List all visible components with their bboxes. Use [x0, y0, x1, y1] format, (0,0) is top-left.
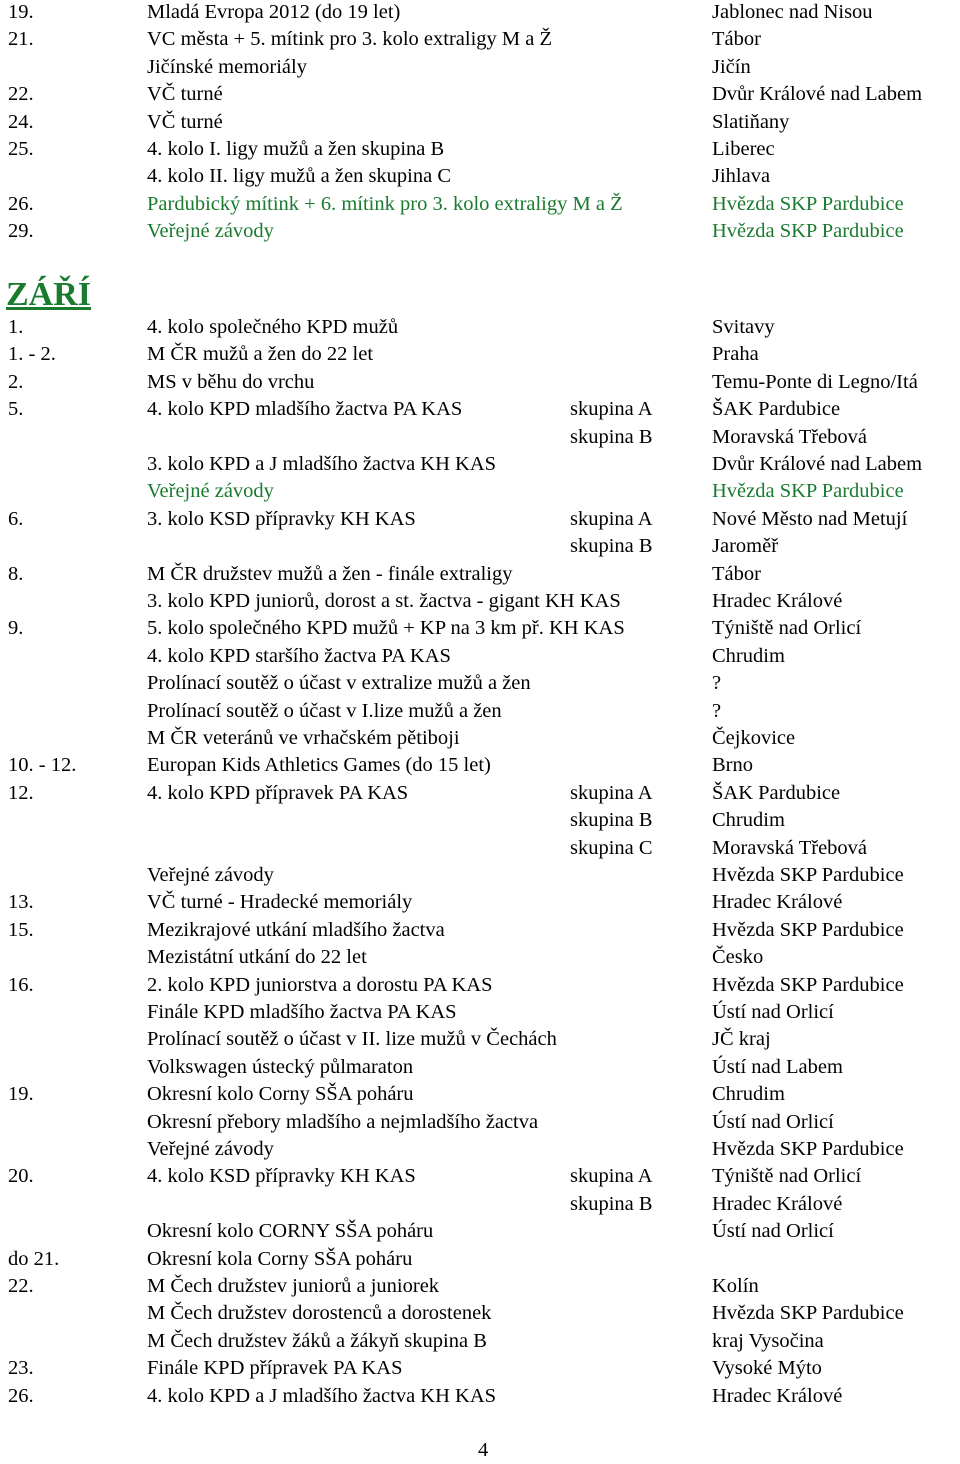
event-place: Slatiňany [712, 110, 790, 133]
event-place: Vysoké Mýto [712, 1357, 822, 1380]
event-place: Chrudim [712, 1083, 785, 1106]
event-name: Jičínské memoriály [147, 55, 307, 78]
event-name: M ČR družstev mužů a žen - finále extraligy [147, 562, 513, 585]
event-place: Jablonec nad Nisou [712, 1, 873, 23]
schedule-row [0, 944, 960, 971]
event-name: VČ turné - Hradecké memoriály [147, 891, 413, 914]
event-date: 23. [8, 1357, 34, 1380]
event-place: Moravská Třebová [712, 425, 868, 448]
event-date: 29. [8, 220, 34, 243]
schedule-row [0, 835, 960, 862]
event-place: Brno [712, 754, 753, 777]
schedule-row [0, 0, 960, 26]
event-name: Veřejné závody [147, 864, 274, 886]
event-name: Finále KPD mladšího žactva PA KAS [147, 1001, 457, 1023]
event-name: M ČR mužů a žen do 22 let [147, 343, 374, 366]
event-name: Okresní kolo Corny SŠA poháru [147, 1083, 414, 1106]
event-place: Tábor [712, 28, 761, 51]
event-place: Ústí nad Orlicí [712, 1110, 834, 1133]
event-date: 22. [8, 1275, 34, 1297]
event-place: Nové Město nad Metují [712, 507, 908, 530]
event-place: Hvězda SKP Pardubice [712, 864, 904, 886]
event-group: skupina A [570, 398, 653, 421]
event-name: M Čech družstev dorostenců a dorostenek [147, 1302, 492, 1325]
event-date: 9. [8, 617, 24, 640]
event-name: 3. kolo KPD a J mladšího žactva KH KAS [147, 453, 497, 475]
event-place: Týniště nad Orlicí [712, 1165, 862, 1188]
schedule-row [0, 369, 960, 396]
schedule-row [0, 424, 960, 451]
event-date: 16. [8, 973, 34, 996]
schedule-row [0, 533, 960, 560]
event-name: MS v běhu do vrchu [147, 370, 315, 393]
event-date: 20. [8, 1165, 34, 1188]
event-place: Hvězda SKP Pardubice [712, 1138, 904, 1160]
event-place: Praha [712, 343, 759, 366]
event-place: ŠAK Pardubice [712, 398, 841, 421]
event-place: Týniště nad Orlicí [712, 617, 862, 640]
event-name: M Čech družstev juniorů a juniorek [147, 1275, 440, 1297]
page-number: 4 [478, 1439, 489, 1461]
event-date: 10. - 12. [8, 754, 77, 777]
event-name: 3. kolo KSD přípravky KH KAS [147, 507, 416, 530]
event-place: Hradec Králové [712, 891, 843, 914]
schedule-row [0, 561, 960, 588]
event-place: Hvězda SKP Pardubice [712, 918, 904, 941]
event-place: Dvůr Králové nad Labem [712, 83, 923, 106]
event-name: 2. kolo KPD juniorstva a dorostu PA KAS [147, 973, 493, 996]
event-place: Temu-Ponte di Legno/Itá [712, 370, 918, 393]
schedule-row [0, 1109, 960, 1136]
schedule-row [0, 917, 960, 944]
schedule-row [0, 972, 960, 999]
event-place: Česko [712, 946, 764, 969]
event-date: 19. [8, 1, 34, 23]
event-place: Hradec Králové [712, 590, 843, 612]
schedule-row [0, 999, 960, 1026]
schedule-row [0, 862, 960, 889]
event-name: 3. kolo KPD juniorů, dorost a st. žactva - gigant KH KAS [147, 590, 621, 612]
event-name: 5. kolo společného KPD mužů + KP na 3 km př. KH KAS [147, 617, 625, 640]
schedule-row [0, 780, 960, 807]
schedule-row [0, 81, 960, 108]
event-place: Liberec [712, 138, 775, 160]
schedule-row [0, 889, 960, 916]
event-place: Chrudim [712, 644, 785, 667]
event-name: Okresní kolo CORNY SŠA poháru [147, 1220, 434, 1243]
event-date: 15. [8, 918, 34, 941]
schedule-row [0, 1328, 960, 1355]
event-name: VČ turné [147, 83, 223, 106]
event-name: Europan Kids Athletics Games (do 15 let) [147, 754, 491, 777]
schedule-row [0, 1191, 960, 1218]
schedule-row [0, 1273, 960, 1300]
schedule-row [0, 191, 960, 218]
event-place: Tábor [712, 562, 761, 585]
event-group: skupina B [570, 535, 653, 558]
event-place: Dvůr Králové nad Labem [712, 453, 923, 475]
event-name: 4. kolo KPD a J mladšího žactva KH KAS [147, 1384, 497, 1407]
event-name: Mladá Evropa 2012 (do 19 let) [147, 1, 401, 23]
schedule-row [0, 1246, 960, 1273]
event-name: Prolínací soutěž o účast v extralize mužů a žen [147, 672, 531, 695]
schedule-row [0, 615, 960, 642]
event-place: Ústí nad Labem [712, 1055, 843, 1078]
event-name: 4. kolo KPD mladšího žactva PA KAS [147, 398, 463, 421]
section-heading-zari: ZÁŘÍ [6, 276, 92, 313]
event-date: do 21. [8, 1247, 60, 1270]
schedule-row [0, 1218, 960, 1245]
event-date: 1. - 2. [8, 343, 56, 366]
event-place: ? [712, 672, 722, 695]
event-place: Jaroměř [712, 535, 779, 558]
event-date: 6. [8, 507, 24, 530]
event-place: ? [712, 699, 722, 722]
event-place: Hvězda SKP Pardubice [712, 220, 904, 243]
event-date: 26. [8, 1384, 34, 1407]
event-name: Veřejné závody [147, 1138, 274, 1160]
event-group: skupina A [570, 1165, 653, 1188]
schedule-row [0, 109, 960, 136]
event-name: Prolínací soutěž o účast v I.lize mužů a žen [147, 699, 502, 722]
schedule-row [0, 1355, 960, 1382]
event-name: Prolínací soutěž o účast v II. lize mužů v Čechách [147, 1028, 557, 1051]
event-place: kraj Vysočina [712, 1329, 824, 1352]
event-place: Kolín [712, 1275, 759, 1297]
event-name: Finále KPD přípravek PA KAS [147, 1357, 403, 1380]
event-date: 24. [8, 110, 34, 133]
schedule-row [0, 506, 960, 533]
schedule-row [0, 807, 960, 834]
event-group: skupina A [570, 781, 653, 804]
event-date: 13. [8, 891, 34, 914]
event-place: Hvězda SKP Pardubice [712, 973, 904, 996]
event-name: VČ turné [147, 110, 223, 133]
event-name: 4. kolo KSD přípravky KH KAS [147, 1165, 416, 1188]
schedule-row [0, 1383, 960, 1410]
event-place: Hradec Králové [712, 1192, 843, 1215]
event-name: 4. kolo společného KPD mužů [147, 316, 399, 338]
event-date: 26. [8, 192, 34, 215]
event-group: skupina C [570, 836, 653, 859]
schedule-row [0, 1054, 960, 1081]
schedule-row [0, 698, 960, 725]
event-name: Okresní přebory mladšího a nejmladšího žactva [147, 1110, 539, 1133]
schedule-row [0, 643, 960, 670]
schedule-row [0, 1300, 960, 1327]
event-place: Ústí nad Orlicí [712, 1001, 834, 1023]
schedule-row [0, 314, 960, 341]
event-place: Hvězda SKP Pardubice [712, 192, 904, 215]
event-name: Volkswagen ústecký půlmaraton [147, 1055, 414, 1078]
event-name: M ČR veteránů ve vrhačském pětiboji [147, 727, 460, 749]
schedule-row [0, 1026, 960, 1053]
schedule-row [0, 478, 960, 505]
event-place: ŠAK Pardubice [712, 781, 841, 804]
event-place: Čejkovice [712, 727, 796, 749]
schedule-row [0, 588, 960, 615]
schedule-row [0, 163, 960, 190]
event-place: Hvězda SKP Pardubice [712, 480, 904, 503]
event-date: 21. [8, 28, 34, 51]
event-place: Hvězda SKP Pardubice [712, 1302, 904, 1325]
schedule-row [0, 670, 960, 697]
event-name: 4. kolo KPD staršího žactva PA KAS [147, 644, 451, 667]
schedule-row [0, 1136, 960, 1163]
event-group: skupina A [570, 507, 653, 530]
event-name: M Čech družstev žáků a žákyň skupina B [147, 1329, 487, 1352]
event-name: 4. kolo I. ligy mužů a žen skupina B [147, 138, 445, 160]
event-place: Ústí nad Orlicí [712, 1220, 834, 1243]
schedule-row [0, 218, 960, 245]
event-place: Jihlava [712, 165, 771, 188]
event-date: 12. [8, 781, 34, 804]
event-name: 4. kolo KPD přípravek PA KAS [147, 781, 409, 804]
event-name: 4. kolo II. ligy mužů a žen skupina C [147, 165, 452, 188]
event-place: Svitavy [712, 316, 775, 338]
event-group: skupina B [570, 425, 653, 448]
event-place: Jičín [712, 55, 751, 78]
schedule-row [0, 1163, 960, 1190]
event-place: Moravská Třebová [712, 836, 868, 859]
event-date: 19. [8, 1083, 34, 1106]
schedule-row [0, 341, 960, 368]
event-date: 25. [8, 138, 34, 160]
event-date: 5. [8, 398, 24, 421]
event-group: skupina B [570, 1192, 653, 1215]
schedule-row [0, 136, 960, 163]
event-name: Mezikrajové utkání mladšího žactva [147, 918, 445, 941]
event-date: 2. [8, 370, 24, 393]
schedule-row [0, 396, 960, 423]
schedule-row [0, 752, 960, 779]
event-name: Mezistátní utkání do 22 let [147, 946, 367, 969]
schedule-row [0, 1081, 960, 1108]
event-name: Okresní kola Corny SŠA poháru [147, 1247, 413, 1270]
schedule-row [0, 26, 960, 53]
schedule-row [0, 725, 960, 752]
event-name: VC města + 5. mítink pro 3. kolo extraligy M a Ž [147, 28, 552, 51]
event-name: Veřejné závody [147, 220, 274, 243]
schedule-row [0, 451, 960, 478]
event-date: 1. [8, 316, 24, 338]
event-name: Pardubický mítink + 6. mítink pro 3. kolo extraligy M a Ž [147, 192, 623, 215]
schedule-row [0, 54, 960, 81]
event-name: Veřejné závody [147, 480, 274, 503]
event-place: Chrudim [712, 809, 785, 832]
event-date: 8. [8, 562, 24, 585]
event-group: skupina B [570, 809, 653, 832]
event-place: JČ kraj [712, 1028, 771, 1051]
event-place: Hradec Králové [712, 1384, 843, 1407]
event-date: 22. [8, 83, 34, 106]
